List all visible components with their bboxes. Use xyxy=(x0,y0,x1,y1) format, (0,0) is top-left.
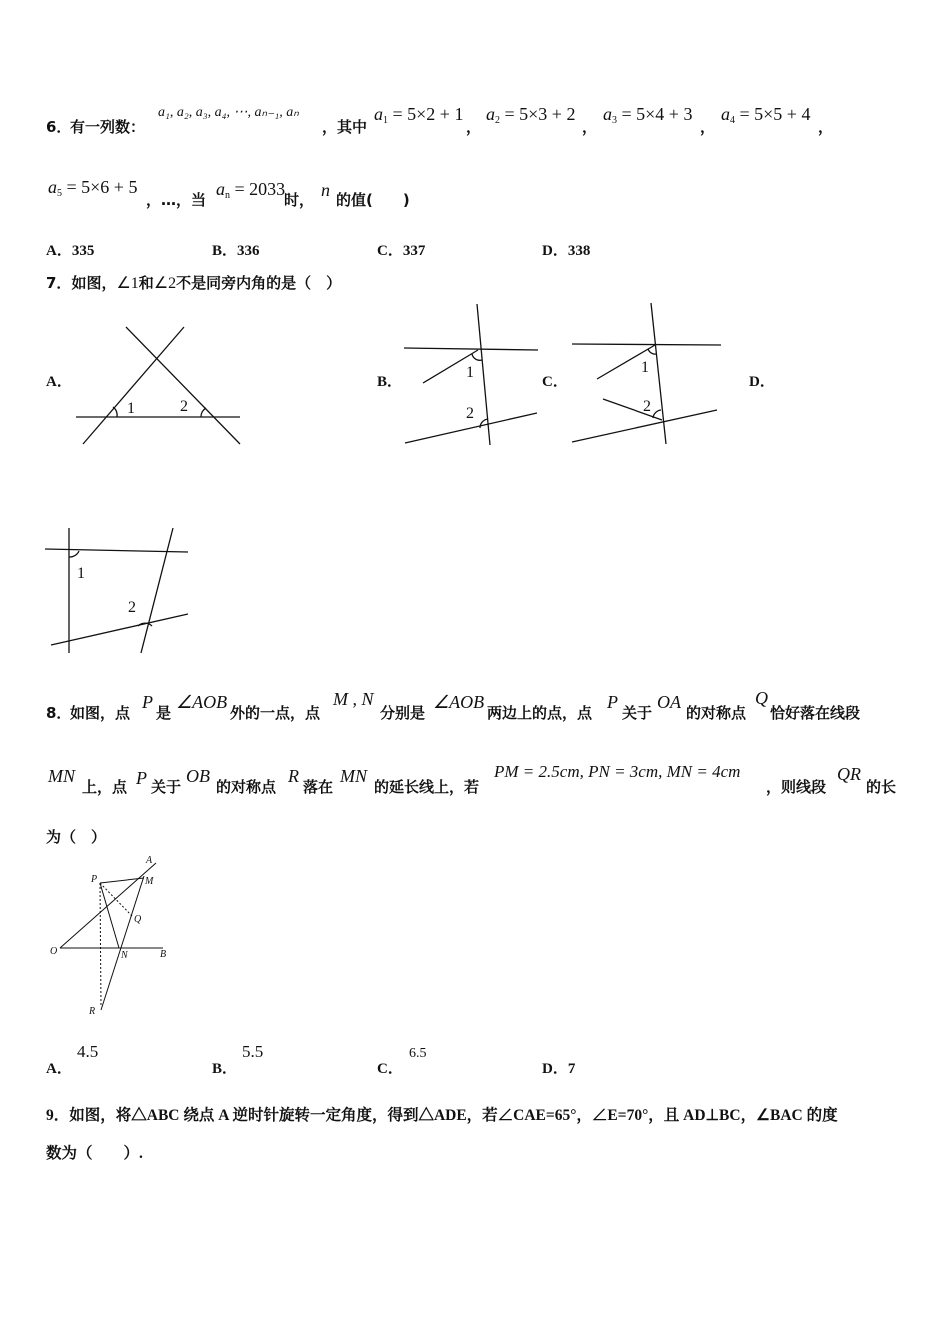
q6-option-c[interactable]: C．337 xyxy=(377,243,426,259)
fig-a-arc-2 xyxy=(201,408,206,417)
fig-c-label-2: 2 xyxy=(643,398,651,415)
q7-figure-d xyxy=(42,522,192,657)
q6-sequence: a₁, a₂, a₃, a₄, ⋯, aₙ₋₁, aₙ xyxy=(158,105,299,120)
q8-number: 8． xyxy=(46,704,72,722)
q8-l1-6: 分别是 xyxy=(380,704,426,722)
q6-an-equation: $a_n = 2033$ xyxy=(216,179,286,201)
q8-l1-0: 如图，点 xyxy=(70,704,131,722)
q9-line1: 9．如图，将△ABC 绕点 A 逆时针旋转一定角度，得到△ADE，若∠CAE=65°，∠E=70°，且 AD⊥BC，∠BAC 的度 xyxy=(46,1107,838,1124)
q7-label-c[interactable]: C． xyxy=(542,374,568,390)
q8-option-b-value: 5.5 xyxy=(242,1042,264,1061)
q6-n: n xyxy=(321,180,330,200)
label-r: R xyxy=(89,1006,96,1017)
fig-d-transversal xyxy=(141,528,173,653)
q7-angle2: ∠2 xyxy=(153,275,177,292)
q8-l1-4: 外的一点，点 xyxy=(230,704,321,722)
q6-term-1: $a_1 = 5\times 2 + 1$ xyxy=(374,104,464,126)
label-o: O xyxy=(50,946,58,957)
q6-term-5: $a_5 = 5\times 6 + 5$ xyxy=(48,177,138,199)
q8-l2-4: OB xyxy=(186,766,210,786)
q8-option-a-value: 4.5 xyxy=(77,1042,99,1061)
fig-d-arc-2 xyxy=(138,623,152,626)
fig-b-arc-2 xyxy=(480,419,488,428)
q8-l1-13: Q xyxy=(755,688,768,708)
q8-options xyxy=(46,1042,646,1082)
q6-comma-2: ， xyxy=(582,118,598,136)
q8-l2-12: QR xyxy=(837,764,861,784)
q8-l1-5: M , N xyxy=(333,689,374,709)
fig-c-label-1: 1 xyxy=(641,359,649,376)
q8-l2-9: 的延长线上，若 xyxy=(374,778,480,796)
q7-and: 和 xyxy=(138,274,154,292)
line-mr xyxy=(101,876,144,1010)
q8-l2-13: 的长 xyxy=(866,778,897,796)
q8-l1-3: ∠AOB xyxy=(176,692,228,712)
label-a: A xyxy=(146,855,153,866)
q8-l2-6: R xyxy=(288,766,299,786)
fig-c-top-line xyxy=(572,344,721,345)
q7-stem xyxy=(46,272,341,294)
q8-option-c-value: 6.5 xyxy=(409,1046,427,1061)
fig-d-label-1: 1 xyxy=(77,565,85,582)
segment-pm xyxy=(100,878,144,883)
q8-l1-14: 恰好落在线段 xyxy=(770,704,861,722)
q8-l2-7: 落在 xyxy=(303,778,334,796)
q8-option-c-label[interactable]: C． xyxy=(377,1061,403,1077)
q8-line3: 为（ ） xyxy=(46,828,107,846)
q6-term-4: $a_4 = 5\times 5 + 4$ xyxy=(721,104,811,126)
q8-l1-10: 关于 xyxy=(622,704,653,722)
q7-figure-c xyxy=(568,300,723,448)
q9-line2: 数为（ ）. xyxy=(46,1145,143,1162)
fig-b-top-line xyxy=(404,348,538,350)
q7-number: 7． xyxy=(46,274,72,292)
q6-when: 时， xyxy=(284,191,315,209)
fig-b-arc-1 xyxy=(472,354,482,360)
label-b: B xyxy=(160,949,167,960)
q8-figure xyxy=(48,855,178,1020)
q8-l1-7: ∠AOB xyxy=(433,692,485,712)
q8-l1-2: 是 xyxy=(156,704,172,722)
q8-l2-3: 关于 xyxy=(151,778,182,796)
q7-label-a[interactable]: A． xyxy=(46,374,72,390)
q6-options xyxy=(46,239,646,261)
q8-l2-5: 的对称点 xyxy=(216,778,277,796)
q7-text-a: 如图， xyxy=(71,274,117,292)
label-p: P xyxy=(91,874,98,885)
q8-l2-1: 上，点 xyxy=(82,778,128,796)
q7-label-d[interactable]: D． xyxy=(749,374,775,390)
q8-l1-12: 的对称点 xyxy=(686,704,747,722)
q8-option-a-label[interactable]: A． xyxy=(46,1061,72,1077)
q8-l2-10: PM = 2.5cm, PN = 3cm, MN = 4cm xyxy=(494,762,741,781)
q8-l2-0: MN xyxy=(48,766,75,786)
q6-option-a[interactable]: A．335 xyxy=(46,243,95,259)
fig-a-line-1 xyxy=(126,327,240,444)
q8-option-b-label[interactable]: B． xyxy=(212,1061,238,1077)
q8-l1-1: P xyxy=(142,692,153,712)
q7-figure-b xyxy=(400,302,545,450)
q8-option-d[interactable]: D．7 xyxy=(542,1061,576,1077)
q6-option-d[interactable]: D．338 xyxy=(542,243,591,259)
q7-label-b[interactable]: B． xyxy=(377,374,403,390)
q6-comma-1: ， xyxy=(466,118,482,136)
q8-l1-11: OA xyxy=(657,692,681,712)
q7-figure-a xyxy=(70,325,245,450)
q8-l2-2: P xyxy=(136,768,147,788)
q6-option-b[interactable]: B．336 xyxy=(212,243,260,259)
q8-l1-9: P xyxy=(607,692,618,712)
q6-ellipsis-when: ，…，当 xyxy=(146,191,207,209)
fig-d-arc-1 xyxy=(69,551,79,557)
ray-oa xyxy=(60,863,156,948)
label-q: Q xyxy=(134,914,142,925)
q7-angle1: ∠1 xyxy=(116,275,139,292)
q7-text-b: 不是同旁内角的是（ ） xyxy=(176,274,342,292)
q6-comma-4: ， xyxy=(818,118,834,136)
q6-term-3: $a_3 = 5\times 4 + 3$ xyxy=(603,104,693,126)
fig-d-label-2: 2 xyxy=(128,599,136,616)
q8-l1-8: 两边上的点，点 xyxy=(487,704,593,722)
fig-d-bottom-line xyxy=(51,614,188,645)
q6-ask: 的值( ) xyxy=(336,191,410,209)
fig-a-label-1: 1 xyxy=(127,400,135,417)
q8-l2-11: ，则线段 xyxy=(766,778,827,796)
segment-pr xyxy=(100,883,101,1007)
q6-lead: 有一列数： xyxy=(70,118,146,136)
q6-term-2: $a_2 = 5\times 3 + 2$ xyxy=(486,104,576,126)
label-n: N xyxy=(121,950,128,961)
fig-a-label-2: 2 xyxy=(180,398,188,415)
fig-b-label-1: 1 xyxy=(466,364,474,381)
q8-l2-8: MN xyxy=(340,766,367,786)
q6-sep: ，其中 xyxy=(322,118,368,136)
label-m: M xyxy=(145,876,154,887)
q6-number: 6． xyxy=(46,118,72,136)
fig-b-label-2: 2 xyxy=(466,405,474,422)
q6-comma-3: ， xyxy=(700,118,716,136)
fig-a-line-2 xyxy=(83,327,184,444)
